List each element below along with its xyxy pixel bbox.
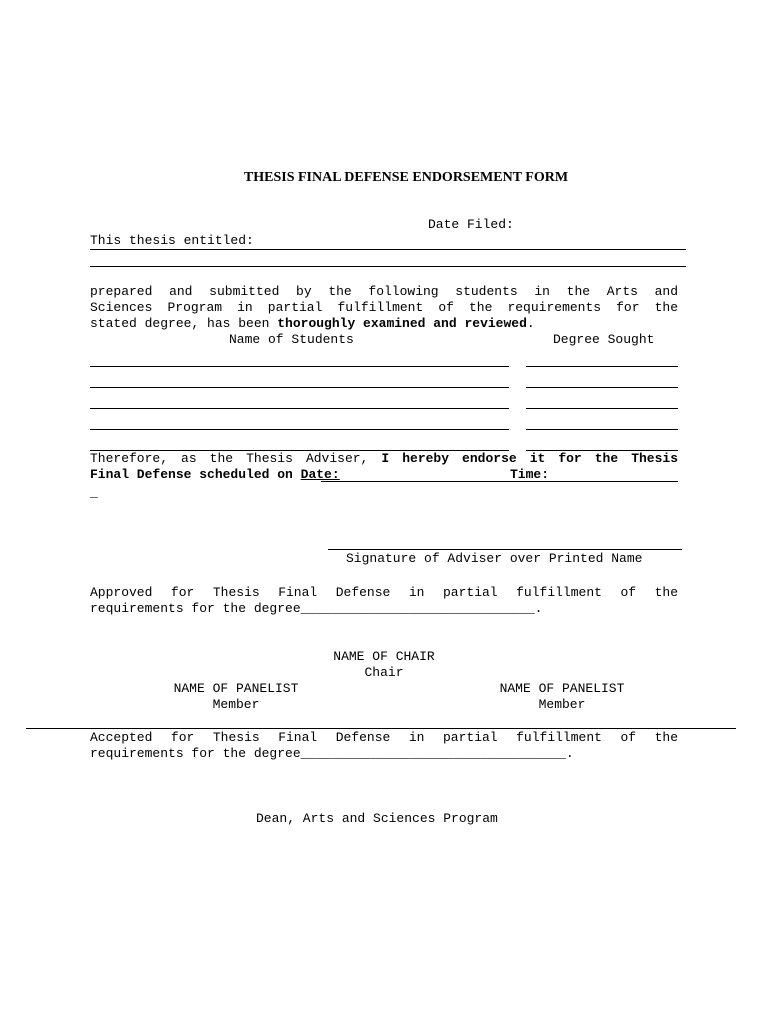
student-name-line-4[interactable] [90,429,509,430]
defense-date-time-line[interactable] [321,481,678,482]
student-name-line-3[interactable] [90,408,509,409]
adviser-signature-line[interactable] [328,549,682,550]
intro-line-2: Sciences Program in partial fulfillment of the requirements for the [90,300,678,315]
endorse-line-2: Final Defense scheduled on Date: [90,467,340,482]
time-label: Time: [510,467,550,482]
student-name-line-2[interactable] [90,387,509,388]
degree-line-1[interactable] [526,366,678,367]
approved-paragraph [90,585,678,617]
accepted-paragraph [90,730,678,762]
panelist-right-role: Member [538,697,586,712]
dean-label: Dean, Arts and Sciences Program [256,811,498,826]
intro-paragraph [90,284,678,332]
accepted-line-1: Accepted for Thesis Final Defense in partial fulfillment of the [90,730,678,745]
degree-line-4[interactable] [526,429,678,430]
thesis-title-line-1[interactable] [90,249,686,250]
trailing-mark: _ [90,485,98,500]
degree-line-3[interactable] [526,408,678,409]
panelist-left-name: NAME OF PANELIST [173,681,299,696]
panelist-right-name: NAME OF PANELIST [499,681,625,696]
chair-block [284,649,484,681]
form-title: THESIS FINAL DEFENSE ENDORSEMENT FORM [243,170,569,185]
accepted-line-2: requirements for the degree__________________________________. [90,746,574,761]
thesis-title-line-2[interactable] [90,266,686,267]
students-header: Name of Students [229,332,354,347]
approved-line-1: Approved for Thesis Final Defense in partial fulfillment of the [90,585,678,600]
student-name-line-1[interactable] [90,366,509,367]
adviser-signature-label: Signature of Adviser over Printed Name [346,551,643,566]
thesis-entitled-label: This thesis entitled: [90,233,254,248]
approved-line-2: requirements for the degree______________________________. [90,601,543,616]
chair-role: Chair [364,665,404,680]
degree-header: Degree Sought [553,332,655,347]
panelist-left-role: Member [212,697,260,712]
date-filed-label: Date Filed: [428,217,514,232]
intro-line-3: stated degree, has been thoroughly examined and reviewed. [90,316,535,331]
date-label: Date: [300,467,340,482]
endorse-line-1: Therefore, as the Thesis Adviser, I hereby endorse it for the Thesis [90,451,678,466]
section-divider [26,728,736,729]
intro-line-1: prepared and submitted by the following students in the Arts and [90,284,678,299]
degree-line-2[interactable] [526,387,678,388]
endorse-paragraph [90,451,678,483]
panelist-left-block [126,681,346,713]
panelist-right-block [452,681,672,713]
chair-name: NAME OF CHAIR [333,649,435,664]
